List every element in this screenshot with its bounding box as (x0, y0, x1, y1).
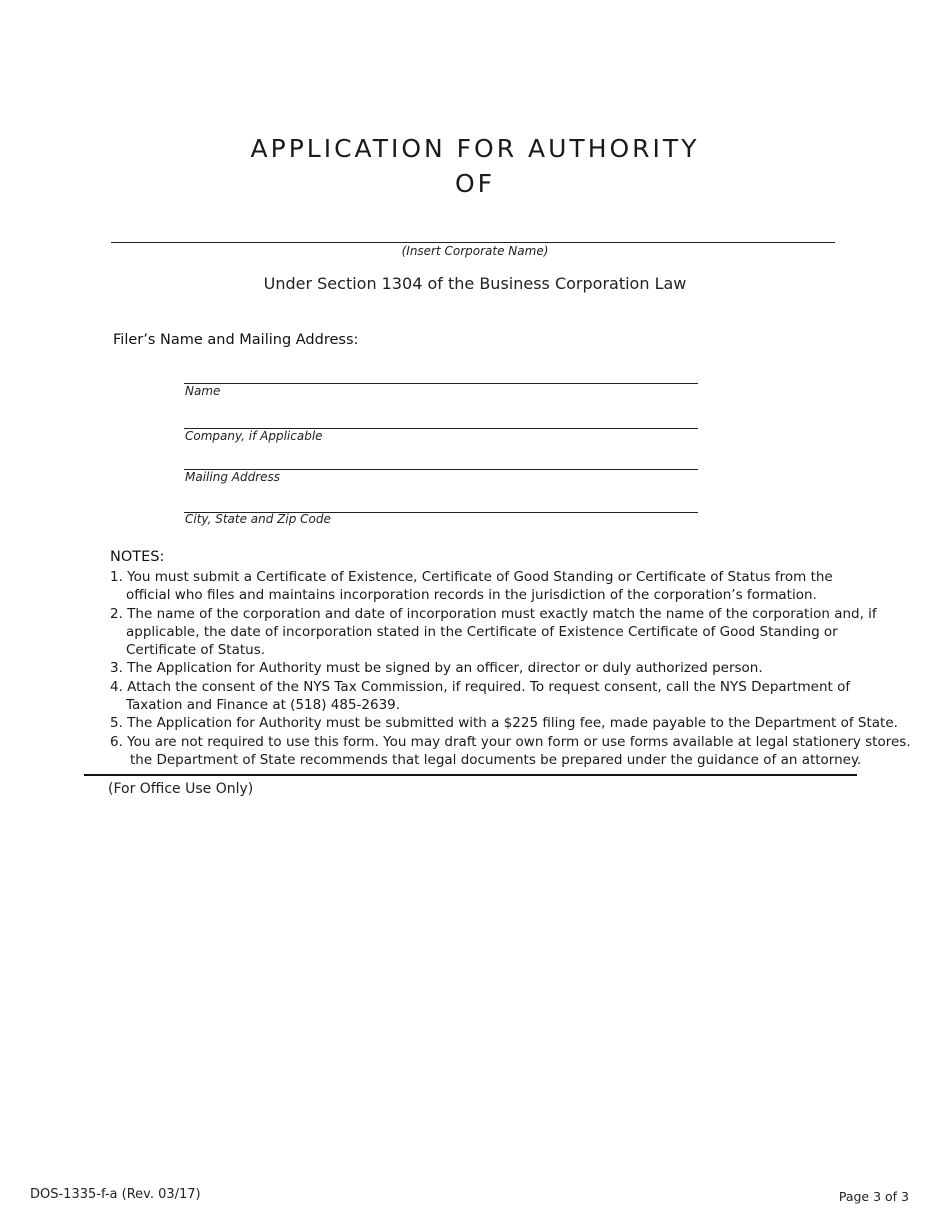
page-number: Page 3 of 3 (838, 1189, 909, 1204)
note-line: 5. The Application for Authority must be submitted with a $225 filing fee, made payable to the Department of State. (110, 715, 898, 732)
company-field-label: Company, if Applicable (185, 429, 323, 443)
city-state-zip-field-label: City, State and Zip Code (185, 512, 331, 526)
corporate-name-caption: (Insert Corporate Name) (401, 244, 549, 258)
note-item (110, 678, 870, 715)
note-line: Certificate of Status. (126, 642, 266, 659)
note-line: the Department of State recommends that legal documents be prepared under the guidance of an attorney. (130, 751, 862, 768)
note-line: 1. You must submit a Certificate of Existence, Certificate of Good Standing or Certificate of Status from the (110, 569, 833, 585)
corporate-name-field[interactable] (111, 242, 835, 243)
filer-label: Filer’s Name and Mailing Address: (113, 332, 359, 348)
mailing-address-field-label: Mailing Address (185, 470, 281, 484)
section-divider (84, 774, 857, 776)
note-line: 2. The name of the corporation and date of incorporation must exactly match the name of the corporation and, if (110, 605, 877, 622)
document-title-of: OF (454, 169, 496, 198)
note-line: applicable, the date of incorporation stated in the Certificate of Existence Certificate of Good Standing or (126, 623, 838, 640)
note-line: 6. You are not required to use this form. You may draft your own form or use forms available at legal stationery stores. (110, 733, 911, 750)
note-line: 3. The Application for Authority must be signed by an officer, director or duly authorized person. (110, 660, 763, 677)
office-use-label: (For Office Use Only) (108, 781, 254, 797)
note-line: official who files and maintains incorporation records in the jurisdiction of the corporation’s formation. (126, 587, 817, 604)
document-title: APPLICATION FOR AUTHORITY (250, 134, 700, 163)
notes-list (110, 568, 911, 769)
note-item (110, 605, 877, 660)
note-line: Taxation and Finance at (518) 485-2639. (126, 697, 401, 714)
note-item (110, 568, 870, 605)
section-reference: Under Section 1304 of the Business Corporation Law (263, 274, 687, 293)
form-id: DOS-1335-f-a (Rev. 03/17) (30, 1187, 201, 1202)
notes-heading: NOTES: (110, 549, 165, 565)
note-item (110, 714, 898, 732)
note-item (110, 659, 870, 677)
note-item (110, 733, 911, 770)
name-field[interactable] (184, 383, 698, 384)
name-field-label: Name (185, 384, 221, 398)
note-line: 4. Attach the consent of the NYS Tax Commission, if required. To request consent, call the NYS Department of (110, 678, 851, 695)
